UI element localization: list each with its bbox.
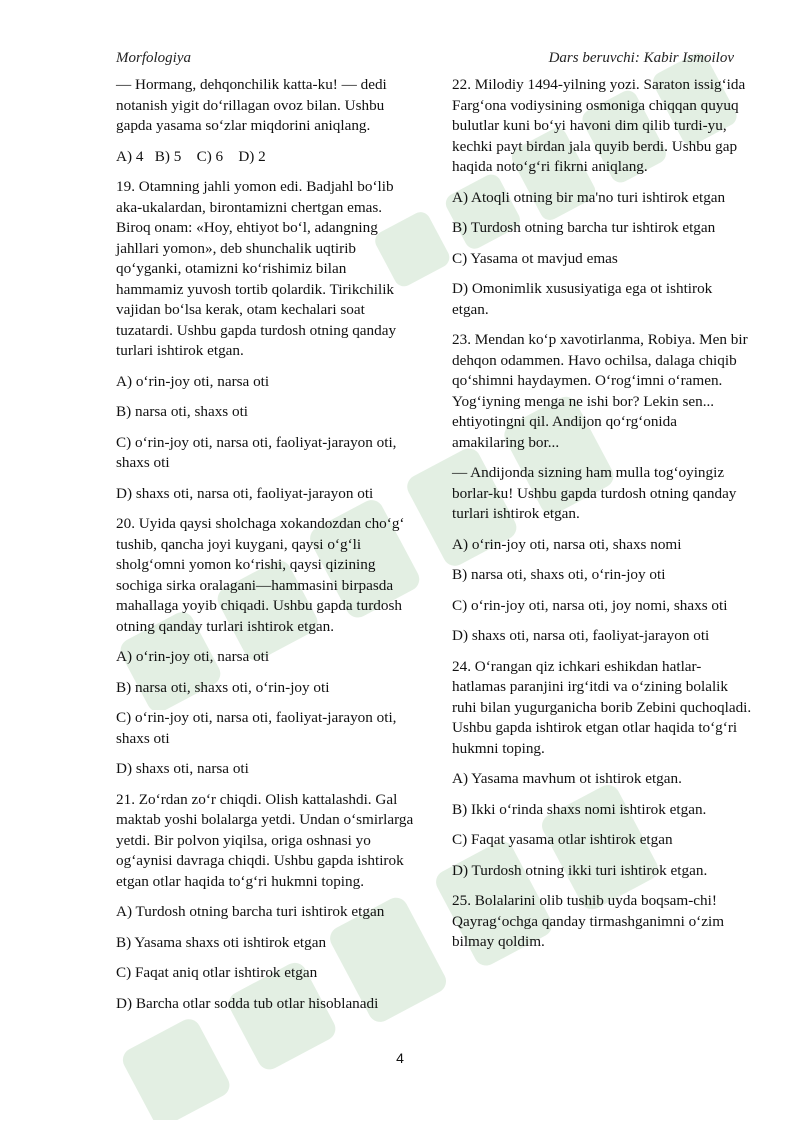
question-23-option-d: D) shaxs oti, narsa oti, faoliyat-jarayon oti [452, 627, 710, 644]
left-column [116, 75, 416, 1024]
question-21-option-a: A) Turdosh otning barcha turi ishtirok etgan [116, 903, 385, 920]
question-20-option-a: A) o‘rin-joy oti, narsa oti [116, 648, 270, 665]
question-23-option-c: C) o‘rin-joy oti, narsa oti, joy nomi, shaxs oti [452, 596, 728, 614]
question-22-option-b: B) Turdosh otning barcha tur ishtirok etgan [452, 219, 716, 236]
question-23-text-continued: — Andijonda sizning ham mulla tog‘oyingiz borlar-ku! Ushbu gapda turdosh otning qanday turlari ishtirok etgan. [452, 464, 737, 522]
question-21-option-c: C) Faqat aniq otlar ishtirok etgan [116, 964, 318, 981]
question-21-text: 21. Zo‘rdan zo‘r chiqdi. Olish kattalashdi. Gal maktab yoshi bolalarga yetdi. Undan o‘smirlarga yetdi. Bir polvon yiqilsa, origa oshnasi yo og‘aynisi davraga chiqdi. Ushbu gapda ishtirok etgan otlar haqida to‘g‘ri hukmni toping. [116, 790, 414, 890]
question-19-text: 19. Otamning jahli yomon edi. Badjahl bo‘lib aka-ukalardan, birontamizni chertgan emas. Biroq onam: «Hoy, ehtiyot bo‘l, adangning jahllari yomon», deb shunchalik uqtirib qo‘yganki, otamizni ko‘rishimiz bilan hammamiz yuvosh tortib qolardik. Tirikchilik vajidan bo‘lsa kerak, otam kechalari soat tuzatardi. Ushbu gapda turdosh otning qanday turlari ishtirok etgan. [116, 178, 397, 359]
question-19-option-a: A) o‘rin-joy oti, narsa oti [116, 372, 270, 390]
question-22-option-a: A) Atoqli otning bir ma'no turi ishtirok etgan [452, 188, 726, 206]
page-number: 4 [396, 1050, 404, 1066]
question-23-text: 23. Mendan ko‘p xavotirlanma, Robiya. Men bir dehqon odammen. Havo ochilsa, dalaga chiqib qo‘shimni haydaymen. O‘rog‘imni o‘ramen. Yog‘iyning menga ne ishi bor? Lekin sen... ehtiyotingni qil. Andijon qo‘rg‘onida amakilaring bor... [452, 331, 748, 451]
question-19-option-d: D) shaxs oti, narsa oti, faoliyat-jarayon oti [116, 484, 374, 502]
question-23-option-a: A) o‘rin-joy oti, narsa oti, shaxs nomi [452, 535, 682, 553]
question-18-text: — Hormang, dehqonchilik katta-ku! — dedi notanish yigit do‘rillagan ovoz bilan. Ushbu gapda yasama so‘zlar miqdorini aniqlang. [116, 76, 387, 134]
question-24-option-c: C) Faqat yasama otlar ishtirok etgan [452, 831, 673, 848]
question-20-text: 20. Uyida qaysi sholchaga xokandozdan cho‘g‘ tushib, qancha joyi kuygani, qaysi o‘g‘li sholg‘omni yomon ko‘rishi, qaysi qizining sochiga sirka oralagani—hammasini birpasda mahallaga yoyib chiqadi. Ushbu gapda turdosh otning qanday turlari ishtirok etgan. [116, 515, 405, 635]
question-20-option-b: B) narsa oti, shaxs oti, o‘rin-joy oti [116, 678, 330, 696]
question-25-text: 25. Bolalarini olib tushib uyda boqsam-chi! Qayrag‘ochga qanday tirmashganimni o‘zim bilmay qoldim. [452, 892, 725, 950]
question-24-option-a: A) Yasama mavhum ot ishtirok etgan. [452, 770, 682, 787]
question-24-option-d: D) Turdosh otning ikki turi ishtirok etgan. [452, 861, 708, 879]
header-teacher: Dars beruvchi: Kabir Ismoilov [548, 50, 734, 66]
question-24-text: 24. O‘rangan qiz ichkari eshikdan hatlar-hatlamas paranjini irg‘itdi va o‘zining bolalik ruhi bilan yugurganicha borib Zebini quchoqladi. Ushbu gapda ishtirok etgan otlar haqida to‘g‘ri hukmni toping. [452, 657, 752, 757]
question-20-option-d: D) shaxs oti, narsa oti [116, 760, 249, 777]
question-21-option-b: B) Yasama shaxs oti ishtirok etgan [116, 933, 327, 951]
question-23-option-b: B) narsa oti, shaxs oti, o‘rin-joy oti [452, 566, 666, 583]
question-21-option-d: D) Barcha otlar sodda tub otlar hisoblanadi [116, 994, 379, 1012]
question-22-text: 22. Milodiy 1494-yilning yozi. Saraton issig‘ida Farg‘ona vodiysining osmoniga chiqqan quyuq bulutlar kuni bo‘yi havoni dim qilib turdi-yu, kechki payt birdan jala quyib berdi. Ushbu gap haqida noto‘g‘ri fikrni aniqlang. [452, 76, 746, 175]
right-column [452, 75, 752, 963]
question-22-option-c: C) Yasama ot mavjud emas [452, 249, 618, 267]
question-19-option-c: C) o‘rin-joy oti, narsa oti, faoliyat-jarayon oti, shaxs oti [116, 433, 397, 471]
question-20-option-c: C) o‘rin-joy oti, narsa oti, faoliyat-jarayon oti, shaxs oti [116, 709, 397, 747]
question-22-option-d: D) Omonimlik xususiyatiga ega ot ishtirok etgan. [452, 280, 713, 318]
header-subject: Morfologiya [116, 50, 191, 66]
question-24-option-b: B) Ikki o‘rinda shaxs nomi ishtirok etgan. [452, 800, 707, 818]
question-19-option-b: B) narsa oti, shaxs oti [116, 403, 249, 420]
question-18-answers: A) 4 B) 5 C) 6 D) 2 [116, 147, 266, 165]
